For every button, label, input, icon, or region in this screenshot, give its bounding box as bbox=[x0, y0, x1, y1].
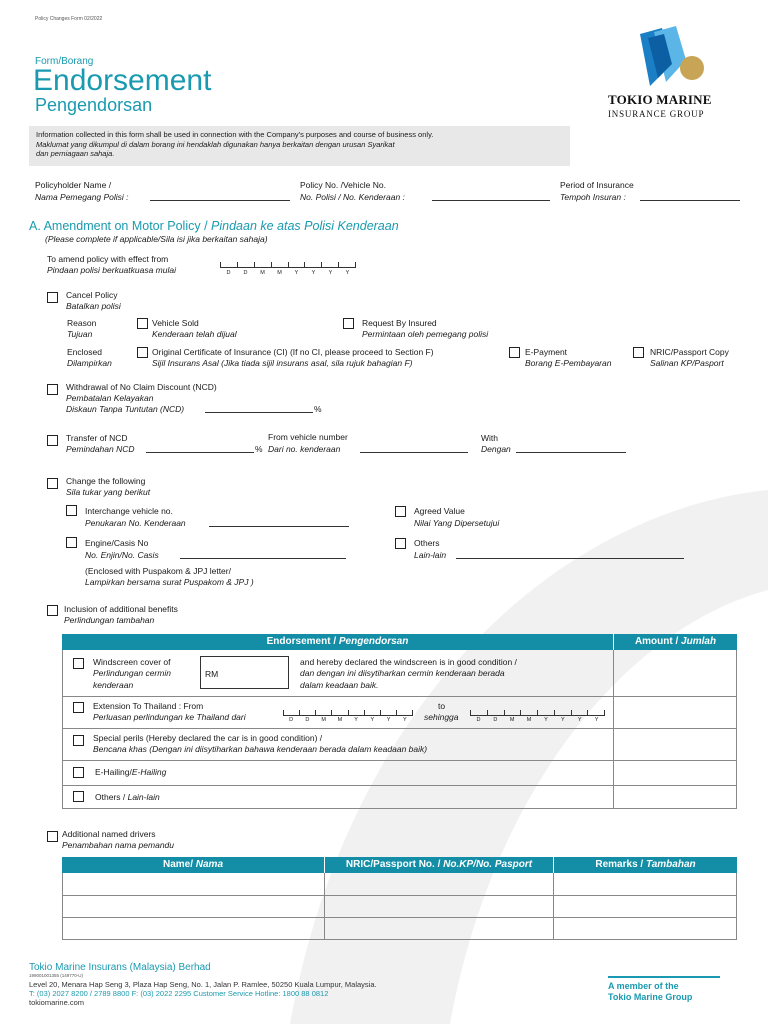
ehailing-en: E-Hailing/ bbox=[95, 767, 132, 777]
windscreen-decl-ms1: dan dengan ini diisytiharkan cermin kenderaan berada bbox=[300, 668, 505, 678]
interchange-checkbox[interactable] bbox=[66, 505, 77, 516]
thailand-to-date[interactable] bbox=[470, 704, 605, 716]
thailand-checkbox[interactable] bbox=[73, 702, 84, 713]
col-amount-ms: Jumlah bbox=[681, 636, 717, 647]
windscreen-en: Windscreen cover of bbox=[93, 657, 171, 667]
holder-name-field[interactable] bbox=[150, 192, 290, 201]
col-endorsement bbox=[62, 634, 613, 650]
period-field[interactable] bbox=[640, 192, 740, 201]
ncd-transfer-ms: Pemindahan NCD bbox=[66, 444, 135, 454]
special-ms: Bencana khas (Dengan ini diisytiharkan bahawa kenderaan berada dalam keadaan baik) bbox=[93, 744, 428, 754]
ehailing-checkbox[interactable] bbox=[73, 767, 84, 778]
col-name bbox=[62, 857, 324, 873]
holder-label-ms: Nama Pemegang Polisi : bbox=[35, 192, 129, 202]
others-benefit-checkbox[interactable] bbox=[73, 791, 84, 802]
date-letter: M bbox=[277, 270, 282, 276]
date-letter: D bbox=[476, 717, 481, 723]
benefits-row-divider-3 bbox=[62, 760, 737, 761]
change-following-checkbox[interactable] bbox=[47, 478, 58, 489]
request-ms: Permintaan oleh pemegang polisi bbox=[362, 329, 489, 339]
footer-reg: 199001001355 (149770-U) bbox=[29, 973, 84, 978]
epay-ms: Borang E-Pembayaran bbox=[525, 358, 612, 368]
section-a-note: (Please complete if applicable/Sila isi jika berkaitan sahaja) bbox=[45, 234, 268, 244]
ncd-withdraw-field[interactable] bbox=[205, 404, 313, 413]
windscreen-ms1: Perlindungan cermin bbox=[93, 668, 171, 678]
ncd-withdraw-checkbox[interactable] bbox=[47, 384, 58, 395]
section-a-title-en: A. Amendment on Motor Policy / bbox=[29, 219, 212, 233]
thailand-from-letters bbox=[283, 717, 413, 723]
col-remarks bbox=[553, 857, 737, 873]
thailand-ms: Perluasan perlindungan ke Thailand dari bbox=[93, 712, 246, 722]
footer-contact bbox=[29, 989, 328, 998]
col-endorsement-en: Endorsement / bbox=[266, 636, 339, 647]
date-letter: M bbox=[260, 270, 265, 276]
date-letter: Y bbox=[577, 717, 582, 723]
date-letter: Y bbox=[560, 717, 565, 723]
puspakom-ms: Lampirkan bersama surat Puspakom & JPJ ) bbox=[85, 577, 254, 587]
col-amount-en: Amount / bbox=[634, 636, 682, 647]
drivers-en: Additional named drivers bbox=[62, 829, 156, 839]
nric-copy-checkbox[interactable] bbox=[633, 347, 644, 358]
thailand-en: Extension To Thailand : From bbox=[93, 701, 204, 711]
col-nric bbox=[324, 857, 553, 873]
drivers-ms: Penambahan nama pemandu bbox=[62, 840, 174, 850]
tokio-marine-logo-icon bbox=[632, 24, 708, 92]
date-letter: Y bbox=[328, 270, 333, 276]
member-line2: Tokio Marine Group bbox=[608, 992, 693, 1002]
vehicle-sold-en: Vehicle Sold bbox=[152, 318, 199, 328]
holder-label-en: Policyholder Name / bbox=[35, 180, 112, 190]
interchange-field[interactable] bbox=[209, 518, 349, 527]
windscreen-amount-input[interactable] bbox=[200, 656, 289, 689]
benefits-row-divider-4 bbox=[62, 785, 737, 786]
form-label: Form/Borang bbox=[35, 56, 94, 67]
doc-ref: Policy Changes Form 02/2022 bbox=[35, 16, 103, 22]
footer-company: Tokio Marine Insurans (Malaysia) Berhad bbox=[29, 962, 211, 973]
change-ms: Sila tukar yang berikut bbox=[66, 487, 151, 497]
cancel-en: Cancel Policy bbox=[66, 290, 118, 300]
drivers-row-divider-2 bbox=[62, 917, 737, 918]
agreed-value-checkbox[interactable] bbox=[395, 506, 406, 517]
notice-en: Information collected in this form shall be used in connection with the Company's purposes and course of business only. bbox=[36, 130, 434, 139]
benefits-row-divider-2 bbox=[62, 728, 737, 729]
date-letter: D bbox=[305, 717, 310, 723]
footer-rule bbox=[608, 976, 720, 978]
request-en: Request By Insured bbox=[362, 318, 437, 328]
others-ms: Lain-lain bbox=[414, 550, 447, 560]
vehicle-sold-ms: Kenderaan telah dijual bbox=[152, 329, 237, 339]
enclosed-ms: Dilampirkan bbox=[67, 358, 112, 368]
col-remarks-en: Remarks / bbox=[595, 859, 646, 870]
ncd-transfer-checkbox[interactable] bbox=[47, 435, 58, 446]
date-letter: Y bbox=[594, 717, 599, 723]
benefits-en: Inclusion of additional benefits bbox=[64, 604, 178, 614]
date-letter: D bbox=[289, 717, 294, 723]
footer-address: Level 20, Menara Hap Seng 3, Plaza Hap Seng, No. 1, Jalan P. Ramlee, 50250 Kuala Lumpur, Malaysia. bbox=[29, 980, 377, 989]
ehailing-ms: E-Hailing bbox=[131, 767, 167, 777]
epayment-checkbox[interactable] bbox=[509, 347, 520, 358]
engine-field[interactable] bbox=[180, 550, 346, 559]
period-label-ms: Tempoh Insuran : bbox=[560, 192, 626, 202]
policy-label-ms: No. Polisi / No. Kenderaan : bbox=[300, 192, 405, 202]
date-letter: Y bbox=[403, 717, 407, 723]
section-a-title bbox=[29, 219, 399, 233]
with-en: With bbox=[481, 433, 498, 443]
policy-no-field[interactable] bbox=[432, 192, 550, 201]
engine-checkbox[interactable] bbox=[66, 537, 77, 548]
section-a-title-ms: Pindaan ke atas Polisi Kenderaan bbox=[211, 219, 399, 233]
policy-label-en: Policy No. /Vehicle No. bbox=[300, 180, 386, 190]
change-en: Change the following bbox=[66, 476, 146, 486]
date-letter: Y bbox=[370, 717, 375, 723]
col-name-ms: Nama bbox=[195, 859, 224, 870]
date-letter: Y bbox=[345, 270, 350, 276]
vehicle-sold-checkbox[interactable] bbox=[137, 318, 148, 329]
engine-en: Engine/Casis No bbox=[85, 538, 149, 548]
to-ms: sehingga bbox=[424, 712, 459, 722]
cancel-policy-checkbox[interactable] bbox=[47, 292, 58, 303]
others-en: Others bbox=[414, 538, 440, 548]
ncd-withdraw-ms2: Diskaun Tanpa Tuntutan (NCD) bbox=[66, 404, 185, 414]
windscreen-checkbox[interactable] bbox=[73, 658, 84, 669]
ci-en: Original Certificate of Insurance (CI) (If no CI, please proceed to Section F) bbox=[152, 347, 434, 357]
footer-phone: T: (03) 2027 8200 / 2789 8800 F: (03) 2022 2295 bbox=[29, 989, 192, 998]
interchange-ms: Penukaran No. Kenderaan bbox=[85, 518, 186, 528]
logo-line2: INSURANCE GROUP bbox=[608, 109, 705, 119]
col-nric-ms: No.KP/No. Pasport bbox=[443, 859, 533, 870]
with-ms: Dengan bbox=[481, 444, 511, 454]
drivers-col-divider-1 bbox=[324, 873, 325, 940]
others-field[interactable] bbox=[456, 550, 684, 559]
drivers-table bbox=[62, 873, 737, 940]
reason-en: Reason bbox=[67, 318, 97, 328]
date-letter: M bbox=[321, 717, 326, 723]
ncd-withdraw-ms1: Pembatalan Kelayakan bbox=[66, 393, 154, 403]
special-perils-checkbox[interactable] bbox=[73, 735, 84, 746]
footer-hotline: Customer Service Hotline: 1800 88 0812 bbox=[193, 989, 329, 998]
others-benefit-en: Others / bbox=[95, 792, 128, 802]
with-field[interactable] bbox=[516, 444, 626, 453]
additional-benefits-checkbox[interactable] bbox=[47, 605, 58, 616]
ehailing-label bbox=[95, 767, 166, 778]
date-letter: Y bbox=[544, 717, 548, 723]
date-letter: M bbox=[509, 717, 515, 723]
windscreen-decl-ms2: dalam keadaan baik. bbox=[300, 680, 379, 690]
date-letter: D bbox=[493, 717, 498, 723]
footer-web: tokiomarine.com bbox=[29, 998, 85, 1007]
notice-ms-2: dan perniagaan sahaja. bbox=[36, 149, 115, 158]
drivers-row-divider-1 bbox=[62, 895, 737, 896]
others-checkbox[interactable] bbox=[395, 538, 406, 549]
period-label-en: Period of Insurance bbox=[560, 180, 634, 190]
ncd-withdraw-pct: % bbox=[314, 404, 322, 414]
date-letter: Y bbox=[294, 270, 299, 276]
interchange-en: Interchange vehicle no. bbox=[85, 506, 173, 516]
from-vehicle-ms: Dari no. kenderaan bbox=[268, 444, 341, 454]
date-letter: Y bbox=[386, 717, 391, 723]
thailand-to-letters bbox=[470, 717, 605, 723]
effect-label-en: To amend policy with effect from bbox=[47, 254, 169, 264]
windscreen-decl-en: and hereby declared the windscreen is in good condition / bbox=[300, 657, 517, 667]
others-benefit-label bbox=[95, 792, 160, 803]
benefits-ms: Perlindungan tambahan bbox=[64, 615, 155, 625]
date-letter: D bbox=[226, 270, 231, 276]
ncd-transfer-field[interactable] bbox=[146, 444, 254, 453]
named-drivers-checkbox[interactable] bbox=[47, 831, 58, 842]
from-vehicle-en: From vehicle number bbox=[268, 432, 348, 442]
date-letter: Y bbox=[311, 270, 316, 276]
engine-ms: No. Enjin/No. Casis bbox=[85, 550, 159, 560]
benefits-row-divider-1 bbox=[62, 696, 737, 697]
page-subtitle: Pengendorsan bbox=[35, 95, 153, 115]
ncd-transfer-en: Transfer of NCD bbox=[66, 433, 128, 443]
puspakom-en: (Enclosed with Puspakom & JPJ letter/ bbox=[85, 566, 231, 576]
agreed-en: Agreed Value bbox=[414, 506, 465, 516]
nric-ms: Salinan KP/Pasport bbox=[650, 358, 724, 368]
agreed-ms: Nilai Yang Dipersetujui bbox=[414, 518, 500, 528]
col-name-en: Name/ bbox=[162, 859, 196, 870]
date-letter: M bbox=[337, 717, 343, 723]
enclosed-en: Enclosed bbox=[67, 347, 102, 357]
date-letter: D bbox=[243, 270, 248, 276]
page-title: Endorsement bbox=[33, 64, 212, 97]
col-endorsement-ms: Pengendorsan bbox=[338, 636, 409, 647]
ncd-withdraw-en: Withdrawal of No Claim Discount (NCD) bbox=[66, 382, 217, 392]
member-line1: A member of the bbox=[608, 981, 679, 991]
date-letter: M bbox=[526, 717, 532, 723]
epay-en: E-Payment bbox=[525, 347, 568, 357]
notice-box bbox=[29, 126, 570, 166]
col-amount bbox=[613, 634, 737, 650]
ci-ms: Sijil Insurans Asal (Jika tiada sijil insurans asal, sila rujuk bahagian F) bbox=[152, 358, 413, 368]
reason-ms: Tujuan bbox=[67, 329, 93, 339]
logo-line1: TOKIO MARINE bbox=[608, 92, 712, 107]
ci-checkbox[interactable] bbox=[137, 347, 148, 358]
others-benefit-ms: Lain-lain bbox=[127, 792, 160, 802]
rm-label: RM bbox=[205, 669, 219, 679]
date-letter: Y bbox=[354, 717, 358, 723]
cancel-ms: Batalkan polisi bbox=[66, 301, 121, 311]
special-en: Special perils (Hereby declared the car is in good condition) / bbox=[93, 733, 323, 743]
request-insured-checkbox[interactable] bbox=[343, 318, 354, 329]
col-remarks-ms: Tambahan bbox=[645, 859, 696, 870]
effect-date-field[interactable] bbox=[220, 256, 356, 268]
effect-label-ms: Pindaan polisi berkuatkuasa mulai bbox=[47, 265, 176, 275]
to-en: to bbox=[438, 701, 446, 711]
col-nric-en: NRIC/Passport No. / bbox=[345, 859, 444, 870]
ncd-transfer-pct: % bbox=[255, 444, 263, 454]
effect-date-letters bbox=[220, 270, 356, 276]
thailand-from-date[interactable] bbox=[283, 704, 413, 716]
from-vehicle-field[interactable] bbox=[360, 444, 468, 453]
nric-en: NRIC/Passport Copy bbox=[650, 347, 729, 357]
drivers-col-divider-2 bbox=[553, 873, 554, 940]
notice-ms-1: Maklumat yang dikumpul di dalam borang ini hendaklah digunakan hanya berkaitan dengan urusan Syarikat bbox=[36, 140, 395, 149]
windscreen-ms2: kenderaan bbox=[93, 680, 134, 690]
